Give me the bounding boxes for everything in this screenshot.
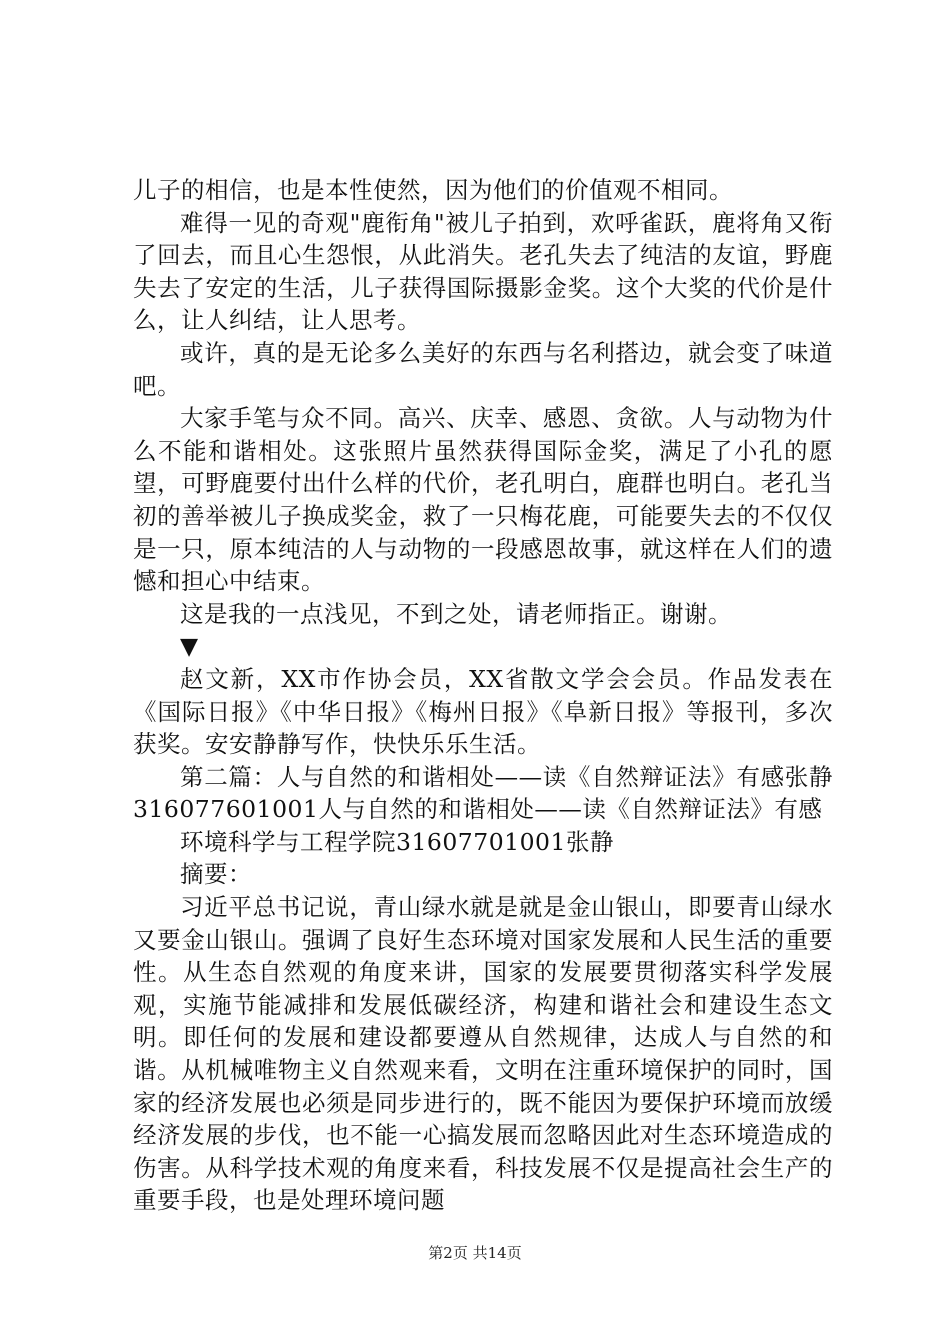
paragraph-comment: 大家手笔与众不同。高兴、庆幸、感恩、贪欲。人与动物为什么不能和谐相处。这张照片虽然获得国际金奖，满足了小孔的愿望，可野鹿要付出什么样的代价，老孔明白，鹿群也明白。老孔当初的善举被儿子换成奖金，救了一只梅花鹿，可能要失去的不仅仅是一只，原本纯洁的人与动物的一段感恩故事，就这样在人们的遗憾和担心中结束。 xyxy=(133,404,833,596)
paragraph-continuation: 儿子的相信，也是本性使然，因为他们的价值观不相同。 xyxy=(133,176,733,204)
paragraph-humble-opinion: 这是我的一点浅见，不到之处，请老师指正。谢谢。 xyxy=(180,599,732,628)
paragraph-second-article-title: 第二篇：人与自然的和谐相处——读《自然辩证法》有感张静316077601001人与自然的和谐相处——读《自然辩证法》有感 xyxy=(133,762,833,824)
page-number-footer: 第2页 共14页 xyxy=(428,1244,522,1262)
paragraph-perhaps: 或许，真的是无论多么美好的东西与名利搭边，就会变了味道吧。 xyxy=(133,338,833,400)
paragraph-author-bio: 赵文新，XX市作协会员，XX省散文学会会员。作品发表在《国际日报》《中华日报》《梅州日报》《阜新日报》等报刊，多次获奖。安安静静写作，快快乐乐生活。 xyxy=(133,664,833,759)
paragraph-deer-photo: 难得一见的奇观"鹿衔角"被儿子拍到，欢呼雀跃，鹿将角又衔了回去，而且心生怨恨，从此消失。老孔失去了纯洁的友谊，野鹿失去了安定的生活，儿子获得国际摄影金奖。这个大奖的代价是什么，让人纠结，让人思考。 xyxy=(133,208,833,335)
paragraph-abstract-heading: 摘要： xyxy=(180,860,252,889)
paragraph-affiliation: 环境科学与工程学院31607701001张静 xyxy=(180,827,614,856)
document-body xyxy=(133,174,833,1217)
triangle-marker-icon: ▼ xyxy=(180,632,199,661)
paragraph-abstract-body: 习近平总书记说，青山绿水就是就是金山银山，即要青山绿水又要金山银山。强调了良好生态环境对国家发展和人民生活的重要性。从生态自然观的角度来讲，国家的发展要贯彻落实科学发展观，实施节能减排和发展低碳经济，构建和谐社会和建设生态文明。即任何的发展和建设都要遵从自然规律，达成人与自然的和谐。从机械唯物主义自然观来看，文明在注重环境保护的同时，国家的经济发展也必须是同步进行的，既不能因为要保护环境而放缓经济发展的步伐，也不能一心搞发展而忽略因此对生态环境造成的伤害。从科学技术观的角度来看，科技发展不仅是提高社会生产的重要手段，也是处理环境问题 xyxy=(133,893,833,1215)
